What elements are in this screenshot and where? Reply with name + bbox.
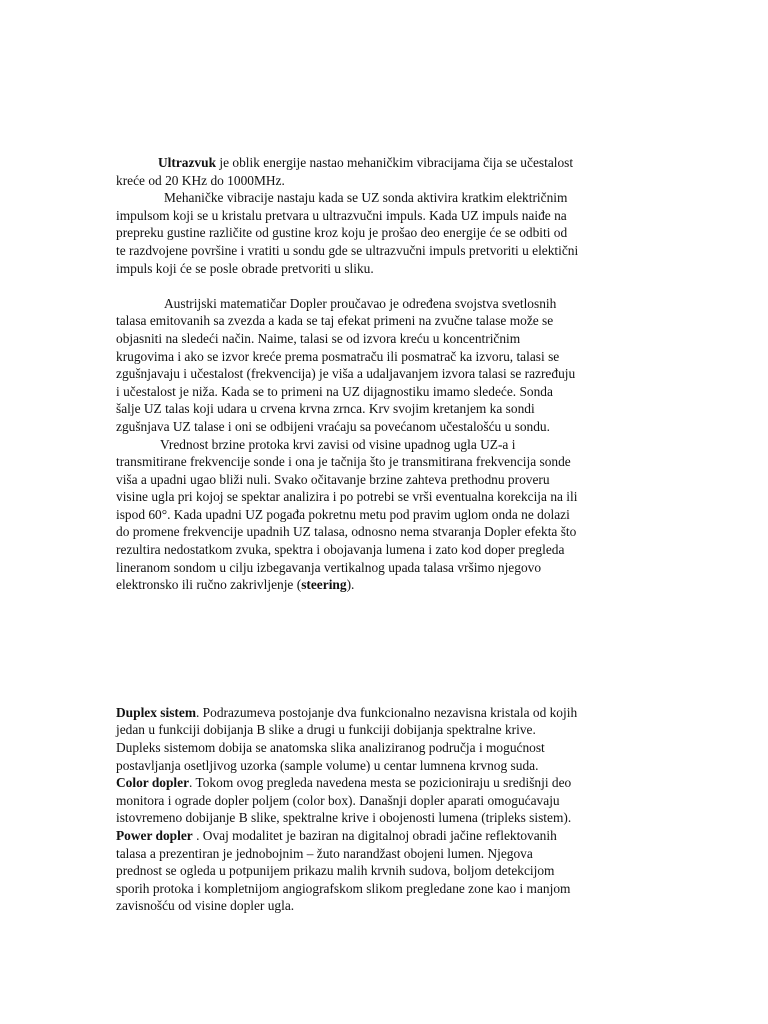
document-body bbox=[116, 154, 656, 915]
term-color-dopler: Color dopler bbox=[116, 775, 190, 791]
text-line: sporih protoka i kompletnijom angiografskom slikom pregledane zone kao i manjom bbox=[116, 880, 571, 896]
term-steering: steering bbox=[301, 577, 347, 593]
text-line: te razdvojene površine i vratiti u sondu gde se ultrazvučni impuls pretvoriti u elektični bbox=[116, 242, 579, 258]
term-ultrazvuk: Ultrazvuk bbox=[158, 155, 217, 170]
paragraph-ultrazvuk-line-1: Ultrazvuk je oblik energije nastao mehaničkim vibracijama čija se učestalost bbox=[158, 155, 574, 170]
text-line: kreće od 20 KHz do 1000MHz. bbox=[116, 172, 285, 188]
text-line: talasa emitovanih sa zvezda a kada se taj efekat primeni na zvučne talase može se bbox=[116, 313, 554, 329]
text-line: istovremeno dobijanje B slike, spektralne krive i obojenosti lumena (tripleks sistem). bbox=[116, 810, 572, 826]
paragraph-power-line-1: Power dopler . Ovaj modalitet je baziran na digitalnoj obradi jačine reflektovanih bbox=[116, 828, 557, 843]
text-line: zgušnjavaju i učestalost (frekvencija) je viša a udaljavanjem izvora talasi se razređuju bbox=[116, 366, 576, 382]
text-line: krugovima i ako se izvor kreće prema posmatraču ili posmatrač ka izvoru, talasi se bbox=[116, 348, 560, 364]
text-line: transmitirane frekvencije sonde i ona je tačnija što je transmitirana frekvencija sonde bbox=[116, 454, 571, 470]
section-spacer bbox=[116, 594, 656, 704]
text-line: impuls koji će se posle obrade pretvoriti u sliku. bbox=[116, 260, 374, 276]
text-line: rezultira nedostatkom zvuka, spektra i obojavanja lumena i zato kod doper pregleda bbox=[116, 542, 565, 558]
text-line: ispod 60°. Kada upadni UZ pogađa pokretnu metu pod pravim uglom onda ne dolazi bbox=[116, 506, 570, 522]
text-line: lineranom sondom u cilju izbegavanja vertikalnog upada talasa vršimo njegovo bbox=[116, 559, 542, 575]
term-power-dopler: Power dopler bbox=[116, 828, 193, 843]
paragraph-spacer bbox=[116, 277, 656, 295]
text-line: zavisnošću od visine dopler ugla. bbox=[116, 898, 295, 914]
text-line: visine ugla pri kojoj se spektar analizira i po potrebi se vrši eventualna korekcija na ili bbox=[116, 489, 578, 505]
text-line: talasa a prezentiran je jednobojnim – žuto narandžast obojeni lumen. Njegova bbox=[116, 845, 533, 861]
text-line: Austrijski matematičar Dopler proučavao je određena svojstva svetlosnih bbox=[164, 295, 557, 311]
paragraph-color-line-1: Color dopler. Tokom ovog pregleda navedena mesta se pozicioniraju u središnji deo bbox=[116, 775, 572, 791]
text-line: prepreku gustine različite od gustine kroz koju je prošao deo energije će se odbiti od bbox=[116, 225, 568, 241]
paragraph-duplex-line-1: Duplex sistem. Podrazumeva postojanje dva funkcionalno nezavisna kristala od kojih bbox=[116, 704, 578, 720]
text-line: Vrednost brzine protoka krvi zavisi od visine upadnog ugla UZ-a i bbox=[160, 436, 516, 452]
text-line: jedan u funkciji dobijanja B slike a drugi u funkciji dobijanja spektralne krive. bbox=[116, 722, 536, 738]
paragraph-steering-line: elektronsko ili ručno zakrivljenje (steering). bbox=[116, 577, 355, 593]
text-line: prednost se ogleda u potpunijem prikazu malih krvnih sudova, boljom detekcijom bbox=[116, 863, 555, 879]
term-duplex-sistem: Duplex sistem bbox=[116, 704, 196, 720]
text-line: postavljanja osetljivog uzorka (sample volume) u centar lumnena krvnog suda. bbox=[116, 757, 539, 773]
text-line: objasniti na sledeći način. Naime, talasi se od izvora kreću u koncentričnim bbox=[116, 330, 521, 346]
text-line: šalje UZ talas koji udara u crvena krvna zrnca. Krv svojim kretanjem ka sondi bbox=[116, 401, 535, 417]
text-line: Dupleks sistemom dobija se anatomska slika analiziranog područja i mogućnost bbox=[116, 740, 545, 756]
text-line: monitora i ograde dopler poljem (color box). Današnji dopler aparati omogućavaju bbox=[116, 792, 560, 808]
text-line: viša a upadni ugao bliži nuli. Svako očitavanje brzine zahteva prethodnu proveru bbox=[116, 471, 550, 487]
text-line: impulsom koji se u kristalu pretvara u ultrazvučni impuls. Kada UZ impuls naiđe na bbox=[116, 207, 567, 223]
text-line: zgušnjava UZ talase i oni se odbijeni vraćaju sa povećanom učestalošću u sondu. bbox=[116, 418, 550, 434]
text-line: do promene frekvencije upadnih UZ talasa, odnosno nema stvaranja Dopler efekta što bbox=[116, 524, 577, 540]
text-line: Mehaničke vibracije nastaju kada se UZ sonda aktivira kratkim električnim bbox=[164, 190, 568, 206]
text-line: i učestalost je niža. Kada se to primeni na UZ dijagnostiku imamo sledeće. Sonda bbox=[116, 383, 553, 399]
